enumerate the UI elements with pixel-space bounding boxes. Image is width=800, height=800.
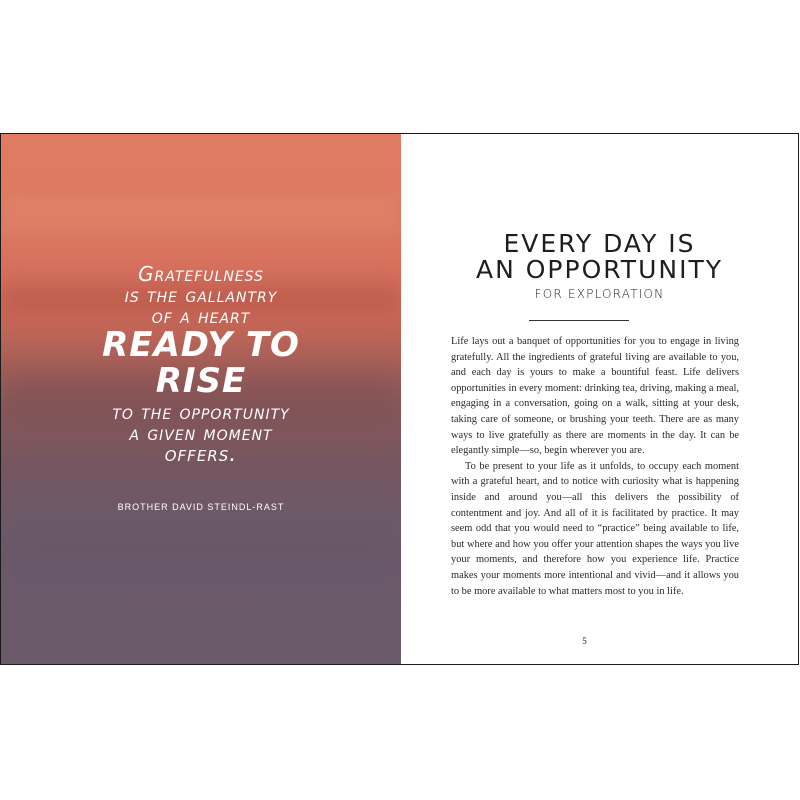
quote-line: a given moment bbox=[129, 421, 273, 445]
quote-line: to the opportunity bbox=[112, 400, 290, 424]
title-line-2: AN OPPORTUNITY bbox=[476, 255, 723, 284]
paragraph: To be present to your life as it unfolds, to occupy each moment with a grateful heart, and to notice with curiosity what is happening inside and around you—all this delivers the possibility of contentment and joy. And all of it is facilitated by practice. It may seem odd that you would need to “practice” being available to life, but where and how you offer your attention shapes the ways you live your moments, and therefore how you experience life. Practice makes your moments more intentional and vivid—and it allows you to be more available to what matters most to you in life. bbox=[451, 460, 739, 597]
page-number: 5 bbox=[582, 636, 587, 646]
quote-line: READY TO bbox=[102, 325, 300, 365]
title-divider bbox=[529, 320, 629, 321]
chapter-subtitle: FOR EXPLORATION bbox=[534, 287, 665, 301]
body-text bbox=[451, 334, 739, 599]
quote-line: offers. bbox=[164, 442, 238, 467]
quote-line: Gratefulness bbox=[138, 262, 264, 286]
paragraph: Life lays out a banquet of opportunities for you to engage in living gratefully. All the ingredients of grateful living are available to you, and each day is yours to make a bountiful feast. Life delivers opportunities in every moment: drinking tea, driving, making a meal, engaging in a conversation, going on a walk, sitting at your desk, taking care of someone, or brushing your teeth. There are as many ways to live gratefully as there are moments in the day. It can be elegantly simple—so, begin wherever you are. bbox=[451, 336, 739, 457]
quote-attribution: BROTHER DAVID STEINDL-RAST bbox=[117, 502, 285, 512]
quote-line: is the gallantry bbox=[124, 283, 278, 307]
watercolor-quote-page bbox=[1, 134, 401, 664]
watercolor-wash bbox=[1, 514, 401, 574]
text-page bbox=[401, 134, 798, 664]
book-spread bbox=[0, 133, 799, 665]
title-line-1: EVERY DAY IS bbox=[503, 229, 696, 258]
watercolor-wash bbox=[1, 194, 401, 234]
quote-line: RISE bbox=[155, 361, 247, 401]
chapter-title bbox=[401, 231, 798, 301]
hand-lettered-quote bbox=[1, 264, 401, 466]
quote-line: of a heart bbox=[151, 304, 251, 328]
